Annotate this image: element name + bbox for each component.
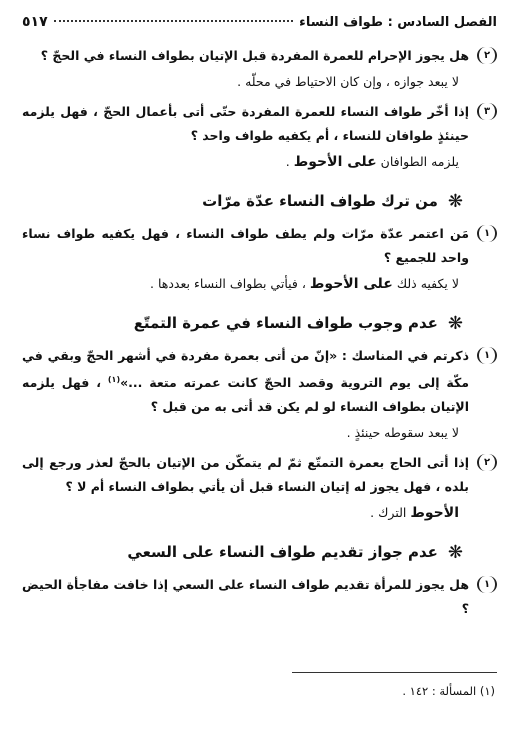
question-text: هل يجوز الإحرام للعمرة المفردة قبل الإتيان بطواف النساء في الحجّ ؟ xyxy=(40,48,469,63)
question-number: ١ xyxy=(477,347,497,364)
answer xyxy=(22,421,497,445)
section-title: من ترك طواف النساء عدّة مرّات xyxy=(202,192,438,210)
section-title: عدم جواز تقديم طواف النساء على السعي xyxy=(127,543,438,562)
header-title: الفصل السادس : طواف النساء xyxy=(299,15,497,30)
section-heading xyxy=(22,537,497,567)
answer-emphasis: على الأحوط xyxy=(293,154,377,170)
answer-text-end: ، فيأتي بطواف النساء بعددها . xyxy=(150,276,306,291)
asterisk-ornament-icon: ❋ xyxy=(447,312,463,334)
answer xyxy=(22,501,497,525)
answer-text-end: الترك . xyxy=(370,505,407,521)
question-text: هل يجوز للمرأة تقديم طواف النساء على السعي إذا خافت مفاجأة الحيض ؟ xyxy=(22,577,469,617)
answer-emphasis: على الأحوط xyxy=(309,276,393,292)
question xyxy=(22,344,497,419)
question-text: مَن اعتمر عدّة مرّات ولم يطف طواف النساء ، فهل يكفيه طواف نساء واحد للجميع ؟ xyxy=(22,226,469,265)
answer xyxy=(22,272,497,296)
answer xyxy=(22,150,497,174)
asterisk-ornament-icon: ❋ xyxy=(447,541,463,563)
question xyxy=(22,222,497,270)
question xyxy=(22,451,497,499)
question-text-cont: ، فهل يلزمه الإتيان بطواف النساء لو لم يكن قد أتى به من قبل ؟ xyxy=(22,375,469,415)
answer-text: يلزمه الطوافان xyxy=(380,154,459,169)
footnote-divider xyxy=(292,672,497,673)
answer-text: لا يبعد سقوطه حينئذٍ . xyxy=(346,425,459,441)
question-number: ٣ xyxy=(477,103,497,120)
section-heading xyxy=(22,186,497,216)
question-number: ١ xyxy=(477,225,497,242)
answer-text: لا يكفيه ذلك xyxy=(396,276,459,291)
section-title: عدم وجوب طواف النساء في عمرة التمتّع xyxy=(133,314,438,332)
question xyxy=(22,44,497,68)
section-heading xyxy=(22,308,497,338)
question-number: ٢ xyxy=(477,47,497,64)
answer-emphasis: الأحوط xyxy=(410,505,459,522)
answer xyxy=(22,70,497,94)
question-number: ٢ xyxy=(477,454,497,471)
question-number: ١ xyxy=(477,576,497,593)
answer-text: لا يبعد جوازه ، وإن كان الاحتياط في محلّه . xyxy=(237,74,459,89)
question-text: ذكرتم في المناسك : «إنّ من أتى بعمرة مفردة في أشهر الحجّ وبقي في مكّة إلى يوم التروية وقصد الحجّ كانت عمرته متعة ...» xyxy=(22,348,469,391)
question xyxy=(22,573,497,621)
header-dot-leader xyxy=(54,20,294,22)
footnote-marker: (١) xyxy=(107,375,121,384)
question-text: إذا أتى الحاج بعمرة التمتّع ثمّ لم يتمكّن من الإتيان بالحجّ لعذر ورجع إلى بلده ، فهل يجوز له إتيان النساء قبل أن يأتي بطواف النساء أم لا ؟ xyxy=(22,455,469,495)
footnote: (١) المسألة : ١٤٢ . xyxy=(402,684,495,698)
page-number: ٥١٧ xyxy=(22,14,48,30)
question-text: إذا أخّر طواف النساء للعمرة المفردة حتّى أتى بأعمال الحجّ ، فهل يلزمه حينئذٍ طوافان للنساء ، أم يكفيه طواف واحد ؟ xyxy=(22,104,469,143)
answer-text-end: . xyxy=(285,154,290,169)
asterisk-ornament-icon: ❋ xyxy=(447,190,463,212)
question xyxy=(22,100,497,148)
running-header xyxy=(22,14,497,36)
